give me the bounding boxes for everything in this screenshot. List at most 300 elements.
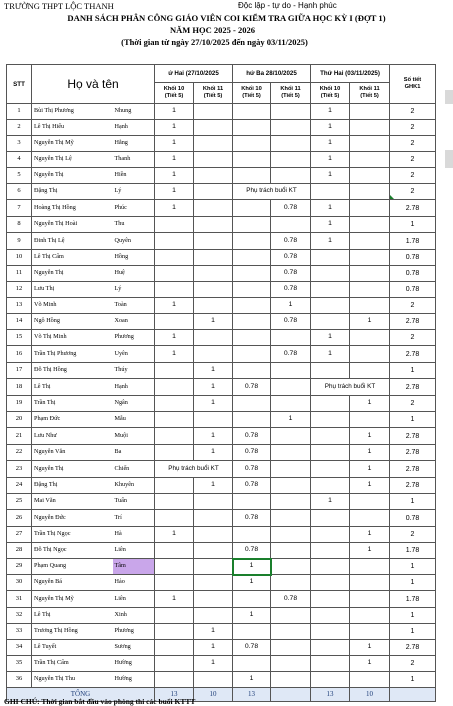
stt-cell[interactable]: 7 — [7, 200, 32, 217]
assignment-cell[interactable]: 0.78 — [271, 250, 311, 266]
given-name-cell[interactable]: Ba — [113, 445, 155, 461]
assignment-cell[interactable] — [233, 656, 271, 672]
assignment-cell[interactable] — [233, 396, 271, 412]
total-cell[interactable]: 2.78 — [390, 478, 436, 494]
assignment-cell[interactable] — [194, 412, 233, 428]
assignment-cell[interactable] — [271, 672, 311, 688]
assignment-cell[interactable]: 0.78 — [271, 266, 311, 282]
assignment-cell[interactable] — [233, 200, 271, 217]
supervisor-cell[interactable]: Phụ trách buổi KT — [233, 184, 311, 200]
total-cell[interactable]: 2 — [390, 184, 436, 200]
assignment-cell[interactable] — [233, 624, 271, 640]
assignment-cell[interactable] — [311, 672, 350, 688]
surname-cell[interactable]: Phạm Đức — [32, 412, 113, 428]
assignment-cell[interactable] — [233, 233, 271, 250]
assignment-cell[interactable] — [271, 120, 311, 136]
assignment-cell[interactable] — [350, 168, 390, 184]
stt-cell[interactable]: 23 — [7, 461, 32, 478]
assignment-cell[interactable] — [194, 575, 233, 591]
total-cell[interactable]: 2 — [390, 298, 436, 314]
total-cell[interactable]: 2.78 — [390, 200, 436, 217]
total-cell[interactable]: 1.78 — [390, 543, 436, 559]
assignment-cell[interactable] — [233, 314, 271, 330]
assignment-cell[interactable] — [350, 330, 390, 346]
given-name-cell[interactable]: Liên — [113, 591, 155, 608]
surname-cell[interactable]: Nguyễn Thị — [32, 266, 113, 282]
assignment-cell[interactable] — [311, 282, 350, 298]
assignment-cell[interactable]: 1 — [155, 330, 194, 346]
assignment-cell[interactable] — [155, 559, 194, 575]
total-cell[interactable]: 2.78 — [390, 379, 436, 396]
assignment-cell[interactable] — [194, 250, 233, 266]
given-name-cell[interactable]: Thanh — [113, 152, 155, 168]
assignment-cell[interactable] — [271, 559, 311, 575]
given-name-cell[interactable]: Xoan — [113, 314, 155, 330]
assignment-cell[interactable] — [233, 591, 271, 608]
assignment-cell[interactable]: 1 — [271, 298, 311, 314]
assignment-cell[interactable] — [155, 363, 194, 379]
surname-cell[interactable]: Đỗ Thị Hồng — [32, 363, 113, 379]
stt-cell[interactable]: 25 — [7, 494, 32, 510]
assignment-cell[interactable] — [350, 608, 390, 624]
assignment-cell[interactable] — [311, 412, 350, 428]
assignment-cell[interactable] — [271, 152, 311, 168]
assignment-cell[interactable] — [233, 104, 271, 120]
assignment-cell[interactable] — [233, 298, 271, 314]
surname-cell[interactable]: Đặng Thị — [32, 478, 113, 494]
total-cell[interactable]: 2 — [390, 396, 436, 412]
assignment-cell[interactable] — [233, 282, 271, 298]
surname-cell[interactable]: Nguyễn Thị — [32, 461, 113, 478]
assignment-cell[interactable] — [350, 120, 390, 136]
stt-cell[interactable]: 33 — [7, 624, 32, 640]
assignment-cell[interactable] — [194, 510, 233, 527]
given-name-cell[interactable]: Liên — [113, 543, 155, 559]
surname-cell[interactable]: Hoàng Thị Hồng — [32, 200, 113, 217]
stt-cell[interactable]: 8 — [7, 217, 32, 233]
surname-cell[interactable]: Nguyễn Thị — [32, 168, 113, 184]
assignment-cell[interactable]: 1 — [233, 559, 271, 575]
supervisor-cell[interactable]: Phụ trách buổi KT — [311, 379, 390, 396]
assignment-cell[interactable]: 1 — [155, 136, 194, 152]
total-cell[interactable]: 2 — [390, 656, 436, 672]
assignment-cell[interactable] — [233, 363, 271, 379]
assignment-cell[interactable] — [233, 250, 271, 266]
assignment-cell[interactable] — [233, 494, 271, 510]
assignment-cell[interactable]: 1 — [233, 575, 271, 591]
assignment-cell[interactable] — [311, 396, 350, 412]
assignment-cell[interactable]: 1 — [311, 330, 350, 346]
assignment-cell[interactable] — [311, 656, 350, 672]
assignment-cell[interactable]: 1 — [311, 152, 350, 168]
stt-cell[interactable]: 32 — [7, 608, 32, 624]
stt-cell[interactable]: 34 — [7, 640, 32, 656]
assignment-cell[interactable]: 1 — [194, 363, 233, 379]
assignment-cell[interactable] — [155, 412, 194, 428]
surname-cell[interactable]: Trần Thị Ngọc — [32, 527, 113, 543]
assignment-cell[interactable] — [350, 363, 390, 379]
assignment-cell[interactable] — [194, 184, 233, 200]
total-cell[interactable]: 0.78 — [390, 282, 436, 298]
total-cell[interactable]: 1.78 — [390, 233, 436, 250]
surname-cell[interactable]: Nguyễn Bá — [32, 575, 113, 591]
total-cell[interactable]: 2 — [390, 527, 436, 543]
assignment-cell[interactable] — [194, 200, 233, 217]
assignment-cell[interactable] — [155, 510, 194, 527]
stt-cell[interactable]: 35 — [7, 656, 32, 672]
supervisor-cell[interactable]: Phụ trách buổi KT — [155, 461, 233, 478]
stt-cell[interactable]: 13 — [7, 298, 32, 314]
assignment-cell[interactable] — [155, 640, 194, 656]
assignment-cell[interactable] — [350, 233, 390, 250]
given-name-cell[interactable]: Thu — [113, 217, 155, 233]
assignment-cell[interactable]: 1 — [311, 200, 350, 217]
surname-cell[interactable]: Võ Minh — [32, 298, 113, 314]
given-name-cell[interactable]: Hảo — [113, 575, 155, 591]
total-cell[interactable]: 1 — [390, 575, 436, 591]
assignment-cell[interactable] — [155, 656, 194, 672]
surname-cell[interactable]: Phạm Quang — [32, 559, 113, 575]
assignment-cell[interactable] — [155, 428, 194, 445]
assignment-cell[interactable] — [311, 543, 350, 559]
assignment-cell[interactable] — [271, 428, 311, 445]
surname-cell[interactable]: Đinh Thị Lệ — [32, 233, 113, 250]
assignment-cell[interactable]: 1 — [350, 543, 390, 559]
assignment-cell[interactable] — [350, 510, 390, 527]
assignment-cell[interactable]: 1 — [155, 200, 194, 217]
stt-cell[interactable]: 12 — [7, 282, 32, 298]
assignment-cell[interactable] — [271, 217, 311, 233]
assignment-cell[interactable] — [194, 591, 233, 608]
assignment-cell[interactable] — [155, 379, 194, 396]
assignment-cell[interactable] — [271, 527, 311, 543]
assignment-cell[interactable]: 1 — [155, 168, 194, 184]
stt-cell[interactable]: 2 — [7, 120, 32, 136]
assignment-cell[interactable]: 1 — [155, 527, 194, 543]
given-name-cell[interactable]: Hạnh — [113, 379, 155, 396]
assignment-cell[interactable] — [271, 104, 311, 120]
assignment-cell[interactable] — [271, 330, 311, 346]
assignment-cell[interactable]: 1 — [194, 624, 233, 640]
total-cell[interactable]: 2 — [390, 330, 436, 346]
surname-cell[interactable]: Mai Văn — [32, 494, 113, 510]
given-name-cell[interactable]: Lý — [113, 282, 155, 298]
assignment-cell[interactable] — [311, 266, 350, 282]
total-cell[interactable]: 2 — [390, 136, 436, 152]
total-cell[interactable]: 1 — [390, 217, 436, 233]
assignment-cell[interactable] — [350, 672, 390, 688]
assignment-cell[interactable] — [350, 217, 390, 233]
given-name-cell[interactable]: Ngân — [113, 396, 155, 412]
assignment-cell[interactable]: 1 — [194, 428, 233, 445]
surname-cell[interactable]: Nguyễn Thị Lệ — [32, 152, 113, 168]
assignment-cell[interactable]: 1 — [350, 527, 390, 543]
assignment-cell[interactable] — [233, 527, 271, 543]
total-cell[interactable]: 1 — [390, 624, 436, 640]
surname-cell[interactable]: Nguyễn Thị Mỹ — [32, 591, 113, 608]
assignment-cell[interactable] — [155, 266, 194, 282]
assignment-cell[interactable]: 0.78 — [233, 379, 271, 396]
surname-cell[interactable]: Nguyễn Thị Mỹ — [32, 136, 113, 152]
assignment-cell[interactable] — [194, 168, 233, 184]
stt-cell[interactable]: 17 — [7, 363, 32, 379]
assignment-cell[interactable] — [155, 314, 194, 330]
assignment-cell[interactable] — [271, 379, 311, 396]
stt-cell[interactable]: 26 — [7, 510, 32, 527]
assignment-cell[interactable]: 1 — [350, 445, 390, 461]
stt-cell[interactable]: 22 — [7, 445, 32, 461]
stt-cell[interactable]: 28 — [7, 543, 32, 559]
assignment-cell[interactable] — [311, 527, 350, 543]
given-name-cell[interactable]: Huệ — [113, 266, 155, 282]
assignment-cell[interactable]: 1 — [194, 478, 233, 494]
assignment-cell[interactable]: 0.78 — [233, 445, 271, 461]
assignment-cell[interactable] — [155, 575, 194, 591]
total-cell[interactable]: 2 — [390, 104, 436, 120]
assignment-cell[interactable] — [311, 559, 350, 575]
surname-cell[interactable]: Lê Thị — [32, 379, 113, 396]
surname-cell[interactable]: Bùi Thị Phương — [32, 104, 113, 120]
assignment-cell[interactable] — [155, 672, 194, 688]
given-name-cell[interactable]: Hường — [113, 656, 155, 672]
assignment-cell[interactable]: 1 — [155, 346, 194, 363]
assignment-cell[interactable] — [271, 363, 311, 379]
assignment-cell[interactable] — [233, 266, 271, 282]
given-name-cell[interactable]: Muội — [113, 428, 155, 445]
total-cell[interactable]: 2 — [390, 168, 436, 184]
surname-cell[interactable]: Nguyễn Thị Thu — [32, 672, 113, 688]
stt-cell[interactable]: 6 — [7, 184, 32, 200]
stt-cell[interactable]: 10 — [7, 250, 32, 266]
assignment-cell[interactable] — [233, 120, 271, 136]
assignment-cell[interactable] — [194, 233, 233, 250]
stt-cell[interactable]: 9 — [7, 233, 32, 250]
assignment-cell[interactable] — [194, 559, 233, 575]
assignment-cell[interactable] — [155, 494, 194, 510]
total-cell[interactable]: 0.78 — [390, 510, 436, 527]
stt-cell[interactable]: 16 — [7, 346, 32, 363]
assignment-cell[interactable]: 0.78 — [271, 314, 311, 330]
assignment-cell[interactable] — [271, 640, 311, 656]
assignment-cell[interactable] — [311, 478, 350, 494]
assignment-cell[interactable]: 1 — [311, 120, 350, 136]
assignment-cell[interactable] — [311, 250, 350, 266]
assignment-cell[interactable]: 0.78 — [271, 200, 311, 217]
assignment-cell[interactable] — [271, 608, 311, 624]
assignment-cell[interactable]: 1 — [350, 428, 390, 445]
assignment-cell[interactable] — [194, 217, 233, 233]
assignment-cell[interactable] — [350, 152, 390, 168]
assignment-cell[interactable]: 1 — [194, 379, 233, 396]
assignment-cell[interactable] — [271, 461, 311, 478]
assignment-cell[interactable] — [271, 478, 311, 494]
assignment-cell[interactable] — [194, 152, 233, 168]
assignment-cell[interactable] — [311, 591, 350, 608]
given-name-cell[interactable]: Thúy — [113, 363, 155, 379]
assignment-cell[interactable]: 1 — [350, 396, 390, 412]
stt-cell[interactable]: 1 — [7, 104, 32, 120]
assignment-cell[interactable] — [311, 575, 350, 591]
assignment-cell[interactable]: 1 — [155, 591, 194, 608]
assignment-cell[interactable] — [311, 510, 350, 527]
assignment-cell[interactable]: 1 — [233, 608, 271, 624]
total-cell[interactable]: 1.78 — [390, 591, 436, 608]
total-cell[interactable]: 1 — [390, 412, 436, 428]
given-name-cell[interactable]: Chiến — [113, 461, 155, 478]
given-name-cell[interactable]: Phương — [113, 624, 155, 640]
assignment-cell[interactable] — [233, 152, 271, 168]
assignment-cell[interactable]: 0.78 — [233, 640, 271, 656]
assignment-cell[interactable] — [271, 543, 311, 559]
total-cell[interactable]: 2.78 — [390, 428, 436, 445]
given-name-cell[interactable]: Xinh — [113, 608, 155, 624]
stt-cell[interactable]: 5 — [7, 168, 32, 184]
surname-cell[interactable]: Nguyễn Đức — [32, 510, 113, 527]
given-name-cell[interactable]: Toàn — [113, 298, 155, 314]
surname-cell[interactable]: Võ Thị Minh — [32, 330, 113, 346]
total-cell[interactable]: 1 — [390, 494, 436, 510]
assignment-cell[interactable]: 0.78 — [271, 346, 311, 363]
assignment-cell[interactable] — [350, 104, 390, 120]
given-name-cell[interactable]: Hiền — [113, 168, 155, 184]
stt-cell[interactable]: 36 — [7, 672, 32, 688]
assignment-cell[interactable]: 1 — [311, 136, 350, 152]
assignment-cell[interactable] — [155, 608, 194, 624]
assignment-cell[interactable] — [350, 591, 390, 608]
surname-cell[interactable]: Đỗ Thị Ngọc — [32, 543, 113, 559]
assignment-cell[interactable] — [194, 527, 233, 543]
assignment-cell[interactable] — [194, 104, 233, 120]
surname-cell[interactable]: Trần Thị — [32, 396, 113, 412]
stt-cell[interactable]: 29 — [7, 559, 32, 575]
surname-cell[interactable]: Ngô Hồng — [32, 314, 113, 330]
assignment-cell[interactable] — [271, 168, 311, 184]
given-name-cell[interactable]: Mẫu — [113, 412, 155, 428]
stt-cell[interactable]: 4 — [7, 152, 32, 168]
assignment-cell[interactable]: 1 — [311, 104, 350, 120]
assignment-cell[interactable]: 1 — [155, 298, 194, 314]
total-cell[interactable]: 2.78 — [390, 314, 436, 330]
assignment-cell[interactable] — [271, 136, 311, 152]
assignment-cell[interactable] — [271, 494, 311, 510]
assignment-cell[interactable]: 1 — [155, 184, 194, 200]
assignment-cell[interactable] — [155, 282, 194, 298]
assignment-cell[interactable]: 1 — [155, 152, 194, 168]
assignment-cell[interactable]: 0.78 — [271, 282, 311, 298]
given-name-cell[interactable]: Hà — [113, 527, 155, 543]
surname-cell[interactable]: Nguyễn Thị Hoài — [32, 217, 113, 233]
given-name-cell[interactable]: Phương — [113, 330, 155, 346]
total-cell[interactable]: 0.78 — [390, 266, 436, 282]
assignment-cell[interactable]: 1 — [350, 640, 390, 656]
assignment-cell[interactable] — [350, 282, 390, 298]
given-name-cell[interactable]: Tâm — [113, 559, 155, 575]
assignment-cell[interactable] — [233, 346, 271, 363]
given-name-cell[interactable]: Quyên — [113, 233, 155, 250]
given-name-cell[interactable]: Hằng — [113, 136, 155, 152]
assignment-cell[interactable]: 1 — [350, 478, 390, 494]
assignment-cell[interactable] — [155, 217, 194, 233]
assignment-cell[interactable]: 1 — [350, 461, 390, 478]
given-name-cell[interactable]: Hạnh — [113, 120, 155, 136]
assignment-cell[interactable]: 1 — [311, 233, 350, 250]
assignment-cell[interactable] — [311, 428, 350, 445]
assignment-cell[interactable]: 1 — [350, 656, 390, 672]
assignment-cell[interactable]: 1 — [233, 672, 271, 688]
assignment-cell[interactable]: 1 — [155, 120, 194, 136]
stt-cell[interactable]: 15 — [7, 330, 32, 346]
assignment-cell[interactable] — [194, 608, 233, 624]
assignment-cell[interactable] — [271, 445, 311, 461]
stt-cell[interactable]: 11 — [7, 266, 32, 282]
assignment-cell[interactable] — [350, 346, 390, 363]
assignment-cell[interactable]: 0.78 — [233, 428, 271, 445]
surname-cell[interactable]: Lê Thị — [32, 608, 113, 624]
stt-cell[interactable]: 27 — [7, 527, 32, 543]
assignment-cell[interactable] — [271, 396, 311, 412]
given-name-cell[interactable]: Trí — [113, 510, 155, 527]
assignment-cell[interactable] — [311, 608, 350, 624]
stt-cell[interactable]: 18 — [7, 379, 32, 396]
assignment-cell[interactable] — [311, 314, 350, 330]
assignment-cell[interactable]: 1 — [194, 640, 233, 656]
assignment-cell[interactable] — [271, 624, 311, 640]
surname-cell[interactable]: Trương Thị Hồng — [32, 624, 113, 640]
assignment-cell[interactable]: 0.78 — [233, 478, 271, 494]
total-cell[interactable]: 1 — [390, 363, 436, 379]
assignment-cell[interactable] — [350, 494, 390, 510]
assignment-cell[interactable] — [350, 412, 390, 428]
total-cell[interactable]: 2.78 — [390, 640, 436, 656]
assignment-cell[interactable] — [311, 184, 350, 200]
assignment-cell[interactable]: 0.78 — [233, 543, 271, 559]
assignment-cell[interactable]: 0.78 — [271, 591, 311, 608]
given-name-cell[interactable]: Uyên — [113, 346, 155, 363]
assignment-cell[interactable] — [233, 412, 271, 428]
total-cell[interactable]: 2.78 — [390, 346, 436, 363]
assignment-cell[interactable] — [194, 346, 233, 363]
given-name-cell[interactable]: Tuấn — [113, 494, 155, 510]
assignment-cell[interactable] — [233, 217, 271, 233]
surname-cell[interactable]: Lưu Như — [32, 428, 113, 445]
stt-cell[interactable]: 14 — [7, 314, 32, 330]
assignment-cell[interactable]: 0.78 — [233, 510, 271, 527]
assignment-cell[interactable]: 0.78 — [271, 233, 311, 250]
total-cell[interactable]: 2 — [390, 152, 436, 168]
given-name-cell[interactable]: Phúc — [113, 200, 155, 217]
surname-cell[interactable]: Lê Thị Cẩm — [32, 250, 113, 266]
assignment-cell[interactable] — [233, 168, 271, 184]
assignment-cell[interactable] — [155, 624, 194, 640]
assignment-cell[interactable] — [194, 266, 233, 282]
assignment-cell[interactable] — [194, 136, 233, 152]
assignment-cell[interactable] — [233, 330, 271, 346]
assignment-cell[interactable]: 1 — [350, 314, 390, 330]
assignment-cell[interactable] — [271, 656, 311, 672]
assignment-cell[interactable] — [350, 200, 390, 217]
assignment-cell[interactable] — [311, 461, 350, 478]
assignment-cell[interactable] — [155, 478, 194, 494]
total-cell[interactable]: 1 — [390, 672, 436, 688]
stt-cell[interactable]: 30 — [7, 575, 32, 591]
surname-cell[interactable]: Lê Tuyết — [32, 640, 113, 656]
surname-cell[interactable]: Đặng Thị — [32, 184, 113, 200]
assignment-cell[interactable] — [350, 559, 390, 575]
assignment-cell[interactable] — [155, 445, 194, 461]
total-cell[interactable]: 2 — [390, 120, 436, 136]
given-name-cell[interactable]: Sương — [113, 640, 155, 656]
total-cell[interactable]: 2.78 — [390, 445, 436, 461]
